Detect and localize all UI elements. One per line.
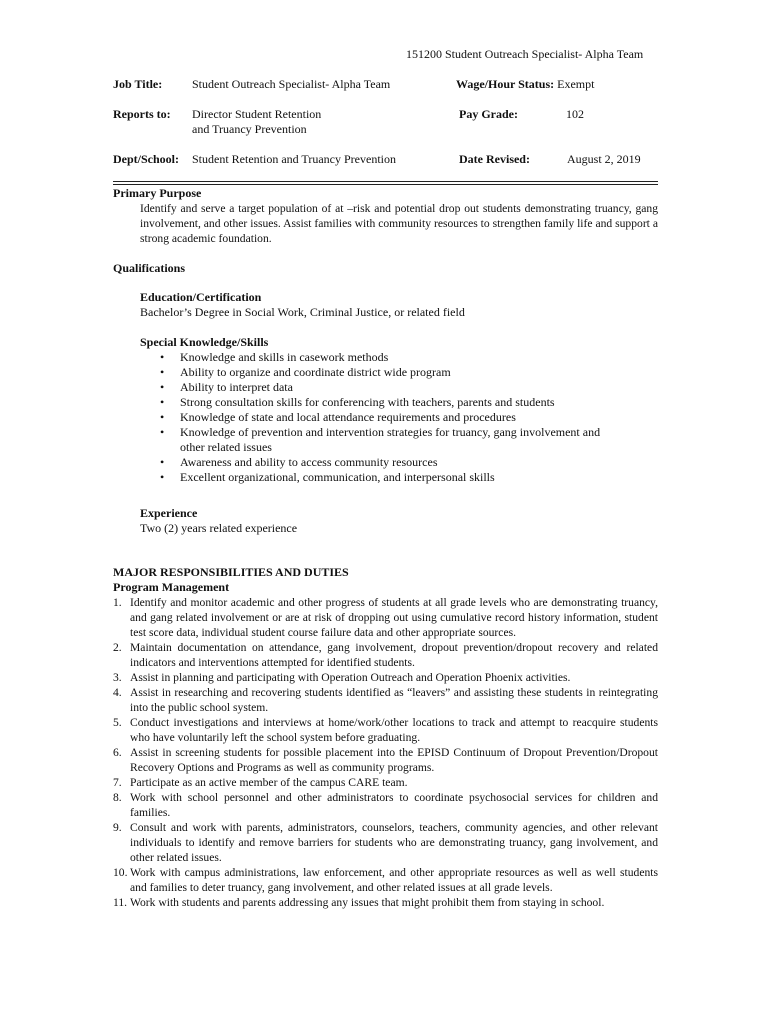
duty-item xyxy=(113,670,658,685)
duty-number: 5. xyxy=(113,716,122,729)
duty-text: Work with school personnel and other administrators to coordinate psychosocial services for children and families. xyxy=(130,791,658,819)
skill-item: • Ability to organize and coordinate district wide program xyxy=(160,365,660,380)
duty-number: 10. xyxy=(113,866,128,879)
duty-text: Work with campus administrations, law enforcement, and other appropriate resources as well as well students and families to deter truancy, gang involvement, and other related issues at all grade levels. xyxy=(130,866,658,894)
skill-item: • Ability to interpret data xyxy=(160,380,660,395)
date-revised-label: Date Revised: xyxy=(459,152,530,166)
duties-list xyxy=(113,595,658,910)
dept-school-value: Student Retention and Truancy Prevention xyxy=(192,152,396,166)
education-heading: Education/Certification xyxy=(140,290,262,304)
duty-number: 3. xyxy=(113,671,122,684)
wage-status xyxy=(456,77,594,92)
header-divider xyxy=(113,181,658,182)
reports-to-value-line1: Director Student Retention xyxy=(192,107,322,121)
reports-to-label: Reports to: xyxy=(113,107,171,121)
experience-heading: Experience xyxy=(140,506,198,520)
header-divider-secondary xyxy=(113,184,658,185)
job-title-label: Job Title: xyxy=(113,77,163,91)
duty-text: Conduct investigations and interviews at home/work/other locations to track and attempt to reacquire students who have voluntarily left the school system before graduating. xyxy=(130,716,658,744)
pay-grade-value: 102 xyxy=(566,107,584,121)
skill-item: • Knowledge and skills in casework methods xyxy=(160,350,660,365)
duty-text: Assist in researching and recovering students identified as “leavers” and assisting these students in reintegrating into the public school system. xyxy=(130,686,658,714)
duty-text: Consult and work with parents, administrators, counselors, teachers, community agencies, and other relevant individuals to identify and remove barriers for students who are demonstrating truancy, gang involvement, and other related issues. xyxy=(130,821,658,864)
duty-text: Participate as an active member of the campus CARE team. xyxy=(130,776,408,789)
wage-status-value: Exempt xyxy=(557,77,595,91)
duty-number: 6. xyxy=(113,746,122,759)
duty-number: 9. xyxy=(113,821,122,834)
duty-number: 1. xyxy=(113,596,122,609)
duty-item xyxy=(113,715,658,745)
skill-item: • Excellent organizational, communication, and interpersonal skills xyxy=(160,470,660,485)
duty-text: Assist in planning and participating with Operation Outreach and Operation Phoenix activities. xyxy=(130,671,571,684)
duty-item xyxy=(113,775,658,790)
duty-item xyxy=(113,820,658,865)
pay-grade-label: Pay Grade: xyxy=(459,107,518,121)
duty-number: 11. xyxy=(113,896,128,909)
duty-text: Maintain documentation on attendance, gang involvement, dropout prevention/dropout recovery and related indicators and interventions attempted for identified students. xyxy=(130,641,658,669)
skill-item: • Awareness and ability to access community resources xyxy=(160,455,660,470)
experience-text: Two (2) years related experience xyxy=(140,521,298,535)
skill-item: • Strong consultation skills for conferencing with teachers, parents and students xyxy=(160,395,660,410)
dept-school-label: Dept/School: xyxy=(113,152,179,166)
skill-item: • Knowledge of prevention and intervention strategies for truancy, gang involvement and other related issues xyxy=(160,425,610,455)
duty-number: 4. xyxy=(113,686,122,699)
primary-purpose-text: Identify and serve a target population of at –risk and potential drop out students demonstrating truancy, gang involvement, and other issues. Assist families with community resources to strengthen family life and support a strong academic foundation. xyxy=(140,202,658,245)
reports-to-value-line2: and Truancy Prevention xyxy=(192,122,307,136)
duty-item xyxy=(113,895,658,910)
primary-purpose-heading: Primary Purpose xyxy=(113,186,202,200)
duty-text: Identify and monitor academic and other progress of students at all grade levels who are demonstrating truancy, and gang related involvement or are at risk of dropping out using cumulative record history information, student test score data, individual student course failure data and other appropriate sources. xyxy=(130,596,658,639)
duty-item xyxy=(113,865,658,895)
qualifications-heading: Qualifications xyxy=(113,261,186,275)
skills-heading: Special Knowledge/Skills xyxy=(140,335,269,349)
duty-text: Work with students and parents addressing any issues that might prohibit them from staying in school. xyxy=(130,896,605,909)
wage-status-label: Wage/Hour Status: xyxy=(456,77,555,91)
date-revised-value: August 2, 2019 xyxy=(567,152,641,166)
skills-list xyxy=(160,350,660,485)
duty-item xyxy=(113,790,658,820)
duty-number: 7. xyxy=(113,776,122,789)
duty-text: Assist in screening students for possible placement into the EPISD Continuum of Dropout Prevention/Dropout Recovery Options and Programs as well as community programs. xyxy=(130,746,658,774)
program-management-heading: Program Management xyxy=(113,580,230,594)
skill-item: • Knowledge of state and local attendance requirements and procedures xyxy=(160,410,660,425)
duty-item xyxy=(113,640,658,670)
duty-item xyxy=(113,595,658,640)
major-responsibilities-heading: MAJOR RESPONSIBILITIES AND DUTIES xyxy=(113,565,349,579)
job-title-value: Student Outreach Specialist- Alpha Team xyxy=(192,77,391,91)
duty-item xyxy=(113,745,658,775)
duty-item xyxy=(113,685,658,715)
document-header: 151200 Student Outreach Specialist- Alpha Team xyxy=(406,47,644,61)
education-text: Bachelor’s Degree in Social Work, Criminal Justice, or related field xyxy=(140,305,465,319)
duty-number: 8. xyxy=(113,791,122,804)
duty-number: 2. xyxy=(113,641,122,654)
